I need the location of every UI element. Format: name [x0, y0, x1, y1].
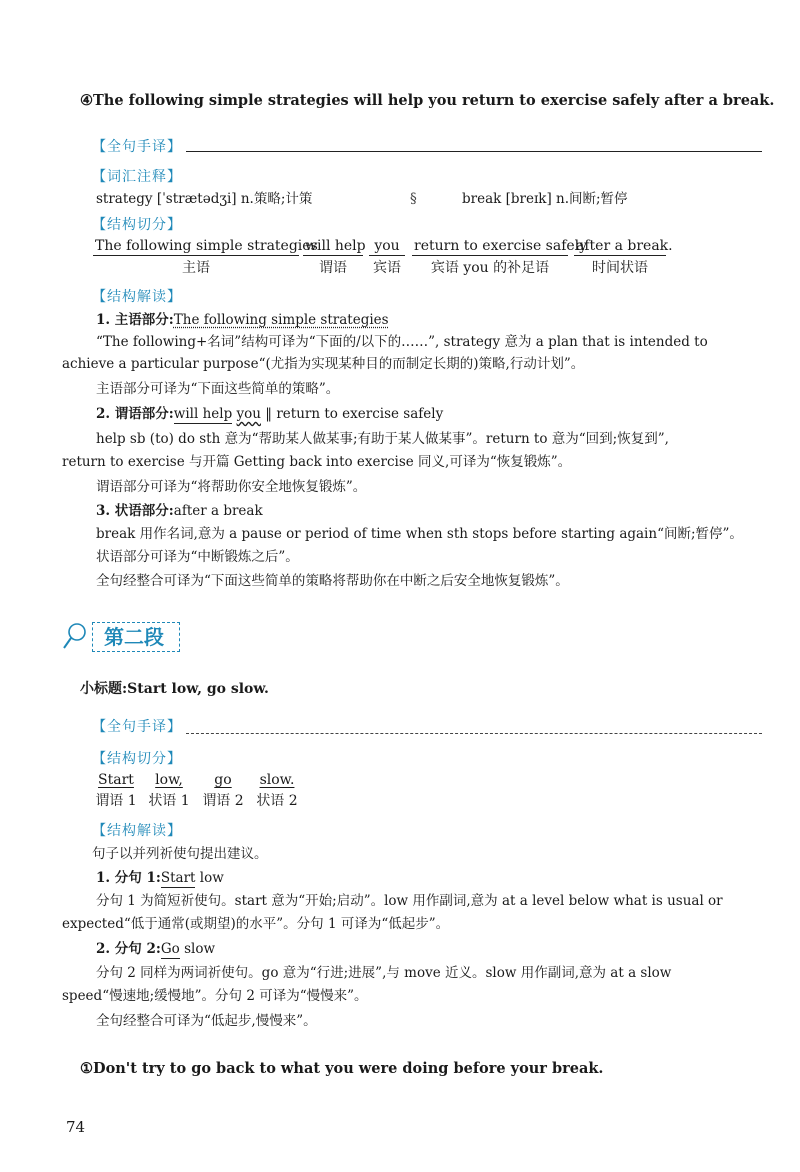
split-segment: after a break. 时间状语: [576, 238, 673, 276]
paragraph-line: 分句 2 同样为两词祈使句。go 意为“行进;进展”,与 move 近义。slow 用作副词,意为 at a slow: [96, 965, 672, 981]
paragraph-line: achieve a particular purpose“(尤指为实现某种目的而制定长期的)策略,行动计划”。: [62, 356, 585, 372]
section-title: 第二段: [104, 625, 164, 649]
part-predicate-heading: 2. 谓语部分:will help you ‖ return to exercise safely: [96, 406, 444, 422]
split-segment: return to exercise safely 宾语 you 的补足语: [414, 238, 588, 276]
part-adverbial-heading: 3. 状语部分:after a break: [96, 503, 263, 519]
translation-line[interactable]: [186, 733, 762, 734]
split-segment: The following simple strategies 主语: [95, 238, 318, 276]
part-subject-heading: 1. 主语部分:The following simple strategies: [96, 312, 389, 328]
tag-structure-reading: 【结构解读】: [92, 823, 182, 839]
paragraph-line: 谓语部分可译为“将帮助你安全地恢复锻炼”。: [96, 479, 367, 495]
magnifier-icon: [62, 622, 88, 652]
paragraph-line: return to exercise 与开篇 Getting back into exercise 同义,可译为“恢复锻炼”。: [62, 454, 572, 470]
paragraph-line: help sb (to) do sth 意为“帮助某人做某事;有助于某人做某事”。return to 意为“回到;恢复到”,: [96, 431, 669, 447]
split-segment: slow. 状语 2: [256, 772, 298, 809]
tag-vocabulary: 【词汇注释】: [92, 169, 182, 185]
split-segment: go 谓语 2: [202, 772, 244, 809]
vocab-break: break [breɪk] n.间断;暂停: [462, 191, 628, 207]
tag-structure-reading: 【结构解读】: [92, 289, 182, 305]
sentence-1-title: ①Don't try to go back to what you were doing before your break.: [80, 1060, 604, 1077]
paragraph-line: 全句经整合可译为“低起步,慢慢来”。: [96, 1013, 317, 1029]
tag-structure-split: 【结构切分】: [92, 217, 182, 233]
paragraph-line: 主语部分可译为“下面这些简单的策略”。: [96, 381, 340, 397]
tag-full-translation: 【全句手译】: [92, 139, 182, 155]
paragraph-line: expected“低于通常(或期望)的水平”。分句 1 可译为“低起步”。: [62, 916, 450, 932]
paragraph-line: 状语部分可译为“中断锻炼之后”。: [96, 549, 299, 565]
page-number: 74: [66, 1118, 86, 1136]
paragraph-line: 全句经整合可译为“下面这些简单的策略将帮助你在中断之后安全地恢复锻炼”。: [96, 573, 569, 589]
paragraph-line: speed“慢速地;缓慢地”。分句 2 可译为“慢慢来”。: [62, 988, 368, 1004]
paragraph-line: 句子以并列祈使句提出建议。: [92, 846, 268, 862]
split-segment: will help 谓语: [305, 238, 366, 276]
sentence-4-title: ④The following simple strategies will help you return to exercise safely after a break.: [80, 92, 775, 109]
paragraph-line: 分句 1 为简短祈使句。start 意为“开始;启动”。low 用作副词,意为 at a level below what is usual or: [96, 893, 723, 909]
split-segment: you 宾语: [369, 238, 405, 277]
paragraph-line: break 用作名词,意为 a pause or period of time when sth stops before starting again“间断;暂停”。: [96, 526, 743, 542]
split-segment: Start 谓语 1: [95, 772, 137, 809]
translation-line[interactable]: [186, 151, 762, 152]
tag-full-translation: 【全句手译】: [92, 719, 182, 735]
split-segment: low, 状语 1: [148, 772, 190, 809]
clause-1-heading: 1. 分句 1:Start low: [96, 870, 224, 886]
vocab-strategy: strategy [ˈstrætədʒi] n.策略;计策: [96, 191, 313, 207]
paragraph-line: “The following+名词”结构可译为“下面的/以下的……”, strategy 意为 a plan that is intended to: [96, 334, 708, 350]
clause-2-heading: 2. 分句 2:Go slow: [96, 941, 216, 957]
section-subtitle: 小标题:Start low, go slow.: [80, 681, 269, 697]
vocab-separator-icon: §: [410, 191, 417, 207]
tag-structure-split: 【结构切分】: [92, 751, 182, 767]
